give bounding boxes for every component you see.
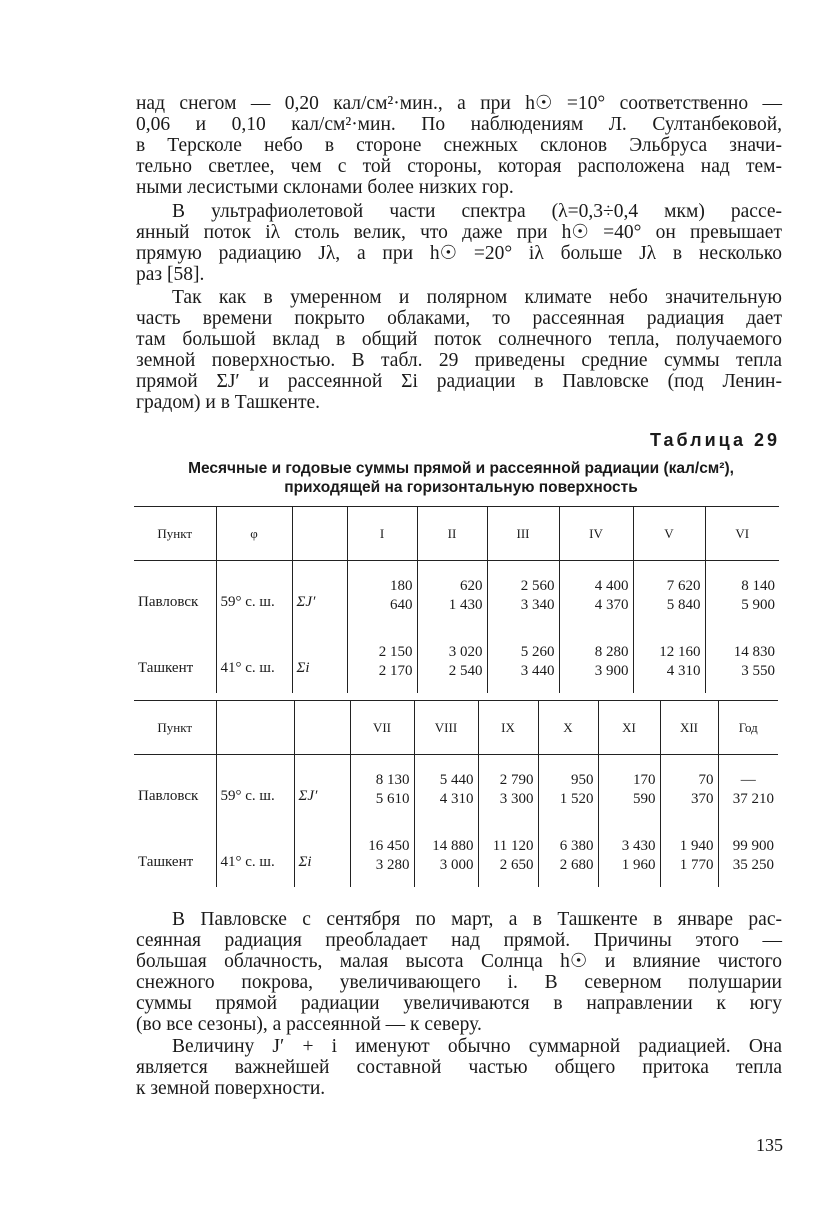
value-cell: 35 250 [718,856,778,887]
value-cell: 2 680 [538,856,598,887]
table-row [134,561,779,597]
text-line: прямой ΣJ′ и рассеянной Σi радиации в Павловске (под Ленин- [136,371,782,392]
column-header [294,701,350,755]
column-header: IX [478,701,538,755]
text-line: к земной поверхности. [136,1078,326,1099]
value-cell: 5 900 [705,596,779,627]
column-header [216,701,294,755]
text-line: ными лесистыми склонами более низких гор. [136,177,514,198]
value-cell: 3 900 [559,662,633,693]
column-header: VI [705,507,779,561]
text-line: над снегом — 0,20 кал/см²·мин., а при h☉ =10° соответственно — [136,93,782,114]
value-cell: — [718,755,778,791]
value-cell: 170 [598,755,660,791]
value-cell: 2 790 [478,755,538,791]
text-line: там большой вклад в общий поток солнечного тепла, получаемого [136,329,782,350]
text-line: янный поток iλ столь велик, что даже при h☉ =40° он превышает [136,222,782,243]
paragraph-2 [136,201,782,285]
text-line: В Павловске с сентября по март, а в Ташкенте в январе рас- [172,909,782,930]
value-cell: 1 770 [660,856,718,887]
value-cell: 4 310 [414,790,478,821]
table-caption [140,459,782,497]
column-header: Пункт [134,701,216,755]
text-line: 0,06 и 0,10 кал/см²·мин. По наблюдениям Л. Султанбековой, [136,114,782,135]
text-line: большая облачность, малая высота Солнца h☉ и влияние чистого [136,951,782,972]
place-cell: Павловск [138,787,199,804]
text-line: сеянная радиация преобладает над прямой. Причины этого — [136,930,782,951]
value-cell: 180 [347,561,417,597]
text-line: является важнейшей составной частью общего притока тепла [136,1057,782,1078]
page-number: 135 [756,1135,783,1155]
value-cell: 3 020 [417,627,487,662]
caption-line: Месячные и годовые суммы прямой и рассеянной радиации (кал/см²), [188,460,734,477]
column-header: V [633,507,705,561]
value-cell: 3 550 [705,662,779,693]
value-cell: 1 960 [598,856,660,887]
value-cell: 3 280 [350,856,414,887]
table-number-label: Таблица 29 [649,430,780,450]
value-cell: 2 170 [347,662,417,693]
text-line: в Терсколе небо в стороне снежных склонов Эльбруса значи- [136,135,782,156]
value-cell: 11 120 [478,821,538,856]
table-row [134,821,778,856]
text-line: раз [58]. [136,264,205,285]
column-header: Год [718,701,778,755]
paragraph-5 [136,1036,782,1099]
value-cell: 5 440 [414,755,478,791]
value-cell: 1 940 [660,821,718,856]
paragraph-3 [136,287,782,413]
text-line: суммы прямой радиации увеличиваются в направлении к югу [136,993,782,1014]
value-cell: 2 650 [478,856,538,887]
latitude-cell: 41° с. ш. [216,821,294,887]
value-cell: 620 [417,561,487,597]
value-cell: 370 [660,790,718,821]
value-cell: 950 [538,755,598,791]
symbol-cell: Σi [294,821,350,887]
value-cell: 3 300 [478,790,538,821]
text-line: В ультрафиолетовой части спектра (λ=0,3÷0,4 мкм) рассе- [172,201,782,222]
value-cell: 1 520 [538,790,598,821]
latitude-cell: 59° с. ш. [216,755,294,822]
text-line: (во все сезоны), а рассеянной — к северу. [136,1014,482,1035]
column-header: I [347,507,417,561]
column-header: XI [598,701,660,755]
column-header: III [487,507,559,561]
place-cell: Ташкент [138,853,194,870]
value-cell: 8 130 [350,755,414,791]
symbol-cell: ΣJ′ [294,755,350,822]
value-cell: 8 280 [559,627,633,662]
text-line: Величину J′ + i именуют обычно суммарной радиацией. Она [172,1036,782,1057]
column-header: φ [216,507,292,561]
value-cell: 6 380 [538,821,598,856]
place-cell: Павловск [138,593,199,610]
value-cell: 2 560 [487,561,559,597]
column-header: IV [559,507,633,561]
value-cell: 4 370 [559,596,633,627]
value-cell: 7 620 [633,561,705,597]
value-cell: 5 610 [350,790,414,821]
text-line: снежного покрова, увеличивающего i. В северном полушарии [136,972,782,993]
column-header: XII [660,701,718,755]
symbol-cell: Σi [292,627,347,693]
value-cell: 14 880 [414,821,478,856]
value-cell: 70 [660,755,718,791]
value-cell: 590 [598,790,660,821]
value-cell: 4 310 [633,662,705,693]
value-cell: 2 150 [347,627,417,662]
table-header-row [134,507,779,561]
value-cell: 14 830 [705,627,779,662]
column-header: VII [350,701,414,755]
column-header: II [417,507,487,561]
column-header: X [538,701,598,755]
value-cell: 12 160 [633,627,705,662]
value-cell: 640 [347,596,417,627]
symbol-cell: ΣJ′ [292,561,347,628]
value-cell: 4 400 [559,561,633,597]
value-cell: 99 900 [718,821,778,856]
text-line: тельно светлее, чем с той стороны, которая расположена над тем- [136,156,782,177]
table-row [134,627,779,662]
latitude-cell: 41° с. ш. [216,627,292,693]
column-header: Пункт [134,507,216,561]
value-cell: 37 210 [718,790,778,821]
value-cell: 3 000 [414,856,478,887]
table-header-row [134,701,778,755]
place-cell: Ташкент [138,659,194,676]
value-cell: 5 840 [633,596,705,627]
column-header: VIII [414,701,478,755]
paragraph-4 [136,909,782,1035]
text-line: земной поверхностью. В табл. 29 приведены средние суммы тепла [136,350,782,371]
value-cell: 2 540 [417,662,487,693]
value-cell: 3 430 [598,821,660,856]
radiation-table-part-2 [134,700,778,887]
column-header [292,507,347,561]
text-line: градом) и в Ташкенте. [136,392,321,413]
value-cell: 3 440 [487,662,559,693]
paragraph-1 [136,93,782,198]
text-line: прямую радиацию Jλ, а при h☉ =20° iλ больше Jλ в несколько [136,243,782,264]
value-cell: 16 450 [350,821,414,856]
text-line: часть времени покрыто облаками, то рассеянная радиация дает [136,308,782,329]
value-cell: 3 340 [487,596,559,627]
text-line: Так как в умеренном и полярном климате небо значительную [172,287,782,308]
value-cell: 8 140 [705,561,779,597]
table-row [134,755,778,791]
latitude-cell: 59° с. ш. [216,561,292,628]
caption-line: приходящей на горизонтальную поверхность [284,479,638,496]
radiation-table-part-1 [134,506,779,693]
value-cell: 1 430 [417,596,487,627]
value-cell: 5 260 [487,627,559,662]
